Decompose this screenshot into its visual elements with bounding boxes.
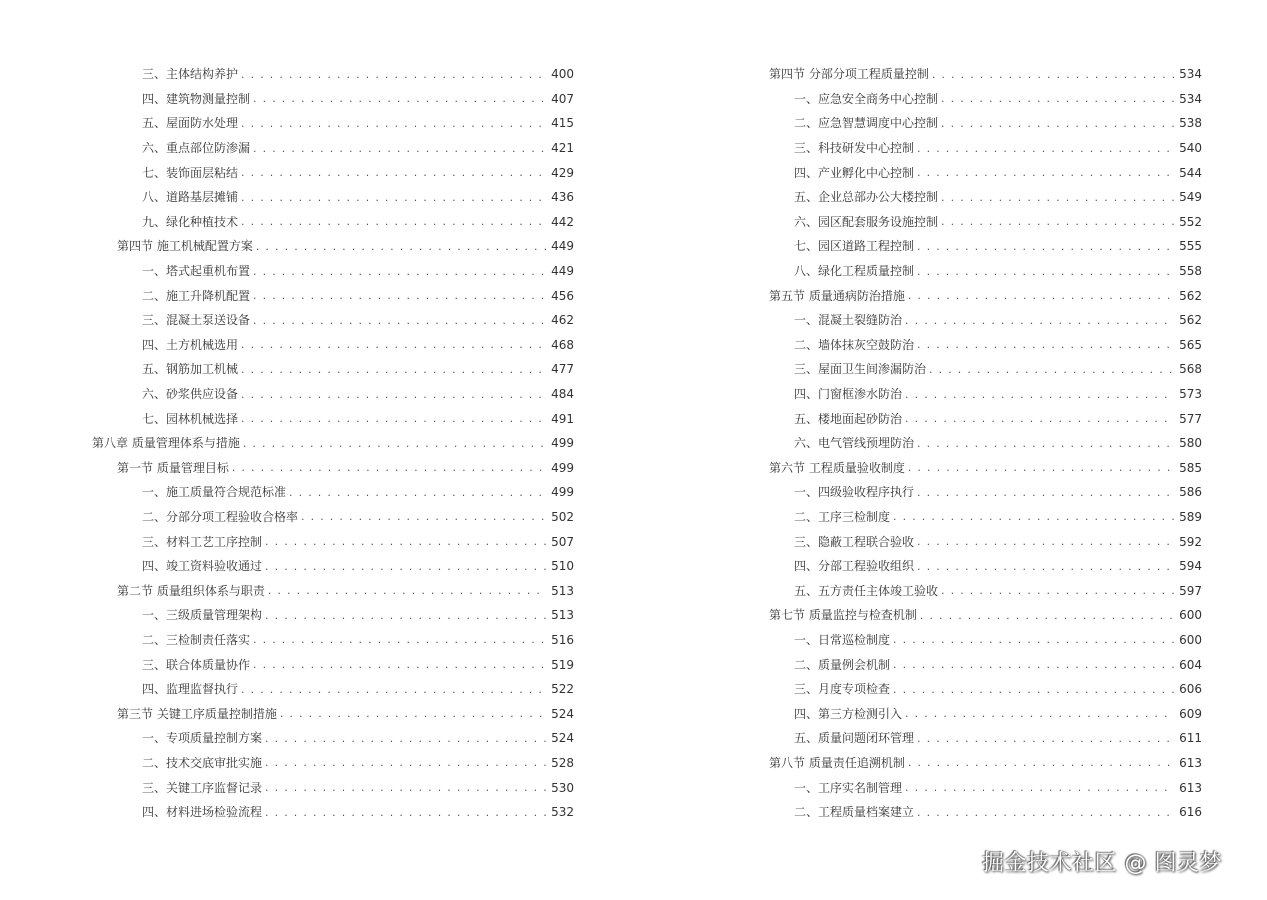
toc-dot-leader	[905, 315, 1174, 326]
toc-dot-leader	[253, 290, 546, 301]
toc-dot-leader	[253, 634, 546, 645]
toc-entry-page-number: 592	[1179, 534, 1202, 549]
toc-entry-title: 三、联合体质量协作	[142, 657, 251, 672]
toc-entry-title: 第二节 质量组织体系与职责	[117, 583, 265, 598]
toc-entry-title: 第八节 质量责任追溯机制	[769, 755, 905, 770]
toc-dot-leader	[893, 634, 1174, 645]
toc-dot-leader	[917, 733, 1174, 744]
toc-entry	[744, 308, 1202, 333]
toc-dot-leader	[908, 757, 1174, 768]
toc-entry-page-number: 510	[551, 559, 574, 574]
toc-entry-title: 第六节 工程质量验收制度	[769, 460, 905, 475]
toc-dot-leader	[917, 266, 1174, 277]
toc-entry-title: 八、道路基层摊铺	[142, 190, 239, 205]
toc-entry-title: 四、建筑物测量控制	[142, 91, 251, 106]
toc-dot-leader	[941, 93, 1174, 104]
toc-entry-page-number: 524	[551, 706, 574, 721]
toc-entry-title: 七、园林机械选择	[142, 411, 239, 426]
toc-entry-title: 五、质量问题闭环管理	[794, 731, 915, 746]
toc-entry-title: 二、工程质量档案建立	[794, 805, 915, 820]
toc-entry	[744, 529, 1202, 554]
toc-entry-title: 五、屋面防水处理	[142, 116, 239, 131]
toc-dot-leader	[243, 438, 546, 449]
toc-dot-leader	[241, 118, 546, 129]
toc-entry	[744, 628, 1202, 653]
toc-entry-page-number: 462	[551, 313, 574, 328]
toc-dot-leader	[268, 585, 546, 596]
toc-dot-leader	[253, 315, 546, 326]
toc-entry-page-number: 499	[551, 460, 574, 475]
toc-entry-page-number: 524	[551, 731, 574, 746]
toc-entry-title: 二、三检制责任落实	[142, 632, 251, 647]
toc-entry	[744, 431, 1202, 456]
toc-entry-page-number: 611	[1179, 731, 1202, 746]
toc-dot-leader	[893, 511, 1174, 522]
toc-entry-page-number: 616	[1179, 805, 1202, 820]
toc-entry-title: 第四节 施工机械配置方案	[117, 239, 253, 254]
toc-dot-leader	[265, 610, 546, 621]
toc-entry	[92, 505, 574, 530]
toc-entry	[744, 136, 1202, 161]
toc-entry-page-number: 449	[551, 239, 574, 254]
toc-entry-page-number: 516	[551, 632, 574, 647]
toc-entry-page-number: 534	[1179, 67, 1202, 82]
toc-entry-title: 六、重点部位防渗漏	[142, 141, 251, 156]
toc-entry	[92, 382, 574, 407]
toc-entry-page-number: 597	[1179, 583, 1202, 598]
toc-entry	[92, 283, 574, 308]
toc-entry-page-number: 456	[551, 288, 574, 303]
toc-entry-title: 三、月度专项检查	[794, 682, 891, 697]
toc-entry	[744, 333, 1202, 358]
toc-entry-title: 三、关键工序监督记录	[142, 780, 263, 795]
toc-entry	[744, 259, 1202, 284]
toc-entry	[744, 652, 1202, 677]
toc-entry	[92, 308, 574, 333]
toc-entry-page-number: 577	[1179, 411, 1202, 426]
toc-dot-leader	[929, 364, 1174, 375]
toc-dot-leader	[908, 462, 1174, 473]
toc-entry-title: 第七节 质量监控与检查机制	[769, 608, 917, 623]
toc-entry-page-number: 586	[1179, 485, 1202, 500]
toc-entry	[744, 283, 1202, 308]
toc-dot-leader	[241, 69, 546, 80]
toc-dot-leader	[280, 708, 546, 719]
toc-dot-leader	[917, 241, 1174, 252]
toc-left-page	[92, 62, 574, 824]
toc-entry	[92, 160, 574, 185]
toc-dot-leader	[905, 413, 1174, 424]
toc-entry-page-number: 594	[1179, 559, 1202, 574]
toc-dot-leader	[893, 659, 1174, 670]
toc-entry-title: 四、竣工资料验收通过	[142, 559, 263, 574]
toc-entry	[92, 234, 574, 259]
toc-entry-page-number: 400	[551, 67, 574, 82]
toc-entry	[744, 726, 1202, 751]
toc-entry-page-number: 484	[551, 387, 574, 402]
toc-entry-title: 五、五方责任主体竣工验收	[794, 583, 939, 598]
toc-entry-title: 二、应急智慧调度中心控制	[794, 116, 939, 131]
toc-entry	[744, 210, 1202, 235]
toc-entry-page-number: 502	[551, 509, 574, 524]
toc-entry-title: 六、园区配套服务设施控制	[794, 214, 939, 229]
toc-entry-title: 七、园区道路工程控制	[794, 239, 915, 254]
toc-entry-page-number: 429	[551, 165, 574, 180]
toc-entry-page-number: 449	[551, 264, 574, 279]
toc-dot-leader	[917, 561, 1174, 572]
toc-entry-page-number: 407	[551, 91, 574, 106]
toc-right-page	[744, 62, 1202, 824]
toc-entry	[744, 578, 1202, 603]
toc-entry-page-number: 600	[1179, 608, 1202, 623]
toc-entry-title: 一、塔式起重机布置	[142, 264, 251, 279]
toc-entry-page-number: 609	[1179, 706, 1202, 721]
toc-entry	[92, 726, 574, 751]
toc-entry-page-number: 585	[1179, 460, 1202, 475]
toc-entry-title: 一、四级验收程序执行	[794, 485, 915, 500]
toc-dot-leader	[905, 708, 1174, 719]
toc-entry-page-number: 522	[551, 682, 574, 697]
toc-entry	[744, 554, 1202, 579]
toc-entry-title: 一、工序实名制管理	[794, 780, 903, 795]
toc-entry-page-number: 604	[1179, 657, 1202, 672]
toc-entry	[92, 210, 574, 235]
toc-dot-leader	[905, 389, 1174, 400]
toc-dot-leader	[941, 118, 1174, 129]
toc-entry	[92, 800, 574, 825]
toc-entry-title: 二、分部分项工程验收合格率	[142, 509, 299, 524]
toc-entry-page-number: 568	[1179, 362, 1202, 377]
toc-entry-page-number: 613	[1179, 755, 1202, 770]
toc-dot-leader	[917, 807, 1174, 818]
toc-entry-title: 一、施工质量符合规范标准	[142, 485, 287, 500]
toc-entry	[92, 333, 574, 358]
toc-dot-leader	[289, 487, 546, 498]
toc-entry-title: 第一节 质量管理目标	[117, 460, 229, 475]
toc-dot-leader	[905, 782, 1174, 793]
toc-entry	[92, 775, 574, 800]
toc-entry-title: 五、钢筋加工机械	[142, 362, 239, 377]
toc-entry-page-number: 580	[1179, 436, 1202, 451]
toc-entry-page-number: 565	[1179, 337, 1202, 352]
toc-entry-title: 一、三级质量管理架构	[142, 608, 263, 623]
toc-entry-title: 三、隐蔽工程联合验收	[794, 534, 915, 549]
toc-entry	[744, 111, 1202, 136]
toc-entry-page-number: 442	[551, 214, 574, 229]
toc-entry	[92, 677, 574, 702]
toc-dot-leader	[265, 807, 546, 818]
toc-dot-leader	[265, 536, 546, 547]
toc-entry-page-number: 538	[1179, 116, 1202, 131]
toc-entry	[744, 234, 1202, 259]
toc-entry-title: 五、企业总部办公大楼控制	[794, 190, 939, 205]
toc-entry	[92, 751, 574, 776]
toc-entry-page-number: 499	[551, 436, 574, 451]
toc-entry-page-number: 421	[551, 141, 574, 156]
toc-entry-page-number: 540	[1179, 141, 1202, 156]
toc-entry-title: 二、施工升降机配置	[142, 288, 251, 303]
toc-dot-leader	[253, 659, 546, 670]
toc-dot-leader	[265, 561, 546, 572]
toc-entry-page-number: 532	[551, 805, 574, 820]
toc-entry-title: 四、产业孵化中心控制	[794, 165, 915, 180]
toc-entry	[92, 111, 574, 136]
toc-entry-title: 三、主体结构养护	[142, 67, 239, 82]
toc-dot-leader	[241, 389, 546, 400]
toc-entry	[92, 431, 574, 456]
toc-entry-title: 第八章 质量管理体系与措施	[92, 436, 240, 451]
toc-dot-leader	[241, 413, 546, 424]
toc-entry-page-number: 519	[551, 657, 574, 672]
toc-dot-leader	[241, 167, 546, 178]
toc-entry-title: 四、门窗框渗水防治	[794, 387, 903, 402]
toc-entry-title: 一、混凝土裂缝防治	[794, 313, 903, 328]
toc-entry	[744, 160, 1202, 185]
toc-entry-title: 一、应急安全商务中心控制	[794, 91, 939, 106]
toc-entry-page-number: 436	[551, 190, 574, 205]
toc-entry-page-number: 562	[1179, 313, 1202, 328]
toc-dot-leader	[941, 216, 1174, 227]
toc-entry	[92, 529, 574, 554]
toc-dot-leader	[241, 364, 546, 375]
toc-entry-page-number: 544	[1179, 165, 1202, 180]
toc-entry	[744, 456, 1202, 481]
toc-entry-title: 六、电气管线预埋防治	[794, 436, 915, 451]
toc-entry-title: 四、土方机械选用	[142, 337, 239, 352]
toc-dot-leader	[265, 733, 546, 744]
toc-entry-page-number: 415	[551, 116, 574, 131]
toc-entry-title: 八、绿化工程质量控制	[794, 264, 915, 279]
toc-dot-leader	[893, 684, 1174, 695]
toc-entry-title: 一、专项质量控制方案	[142, 731, 263, 746]
toc-entry-title: 六、砂浆供应设备	[142, 387, 239, 402]
toc-dot-leader	[917, 143, 1174, 154]
toc-entry-title: 三、混凝土泵送设备	[142, 313, 251, 328]
toc-entry-title: 四、材料进场检验流程	[142, 805, 263, 820]
toc-dot-leader	[265, 757, 546, 768]
toc-entry	[744, 751, 1202, 776]
toc-dot-leader	[917, 536, 1174, 547]
toc-entry	[92, 701, 574, 726]
toc-dot-leader	[241, 684, 546, 695]
toc-entry	[744, 382, 1202, 407]
toc-entry-page-number: 589	[1179, 509, 1202, 524]
toc-entry-page-number: 477	[551, 362, 574, 377]
toc-entry-title: 一、日常巡检制度	[794, 632, 891, 647]
toc-entry-page-number: 528	[551, 755, 574, 770]
toc-entry-page-number: 606	[1179, 682, 1202, 697]
toc-dot-leader	[941, 585, 1174, 596]
toc-entry-title: 四、监理监督执行	[142, 682, 239, 697]
toc-entry-page-number: 562	[1179, 288, 1202, 303]
toc-entry	[92, 62, 574, 87]
toc-entry-page-number: 552	[1179, 214, 1202, 229]
toc-dot-leader	[917, 339, 1174, 350]
toc-entry	[92, 628, 574, 653]
toc-entry-title: 三、材料工艺工序控制	[142, 534, 263, 549]
toc-entry	[744, 505, 1202, 530]
toc-entry	[744, 603, 1202, 628]
toc-entry-title: 三、屋面卫生间渗漏防治	[794, 362, 927, 377]
toc-entry	[92, 480, 574, 505]
toc-entry	[92, 578, 574, 603]
toc-dot-leader	[301, 511, 546, 522]
toc-entry-title: 四、第三方检测引入	[794, 706, 903, 721]
toc-entry	[92, 406, 574, 431]
toc-dot-leader	[920, 610, 1174, 621]
toc-entry-title: 四、分部工程验收组织	[794, 559, 915, 574]
toc-entry	[92, 259, 574, 284]
toc-entry-page-number: 573	[1179, 387, 1202, 402]
toc-entry	[92, 87, 574, 112]
toc-entry	[744, 800, 1202, 825]
toc-entry-page-number: 549	[1179, 190, 1202, 205]
toc-entry-page-number: 513	[551, 583, 574, 598]
toc-dot-leader	[917, 438, 1174, 449]
toc-dot-leader	[241, 192, 546, 203]
toc-dot-leader	[908, 290, 1174, 301]
toc-dot-leader	[241, 339, 546, 350]
toc-entry-title: 二、技术交底审批实施	[142, 755, 263, 770]
toc-entry-page-number: 513	[551, 608, 574, 623]
toc-entry	[744, 775, 1202, 800]
toc-entry	[92, 652, 574, 677]
toc-entry	[744, 677, 1202, 702]
watermark-text: 掘金技术社区 @ 图灵梦	[982, 851, 1222, 876]
toc-entry-page-number: 530	[551, 780, 574, 795]
toc-entry	[92, 136, 574, 161]
toc-entry	[92, 603, 574, 628]
toc-entry-title: 九、绿化种植技术	[142, 214, 239, 229]
toc-entry-title: 七、装饰面层粘结	[142, 165, 239, 180]
toc-entry-title: 二、墙体抹灰空鼓防治	[794, 337, 915, 352]
toc-dot-leader	[253, 143, 546, 154]
toc-entry-page-number: 499	[551, 485, 574, 500]
toc-entry-title: 三、科技研发中心控制	[794, 141, 915, 156]
toc-entry	[744, 87, 1202, 112]
toc-entry	[744, 406, 1202, 431]
toc-dot-leader	[265, 782, 546, 793]
toc-dot-leader	[253, 93, 546, 104]
toc-entry-page-number: 555	[1179, 239, 1202, 254]
toc-entry-title: 二、工序三检制度	[794, 509, 891, 524]
toc-dot-leader	[241, 216, 546, 227]
toc-entry	[92, 185, 574, 210]
toc-dot-leader	[232, 462, 546, 473]
toc-entry	[744, 357, 1202, 382]
toc-entry-page-number: 613	[1179, 780, 1202, 795]
toc-entry-page-number: 600	[1179, 632, 1202, 647]
toc-entry-page-number: 507	[551, 534, 574, 549]
toc-entry-title: 第三节 关键工序质量控制措施	[117, 706, 277, 721]
toc-entry	[744, 185, 1202, 210]
toc-dot-leader	[256, 241, 546, 252]
toc-dot-leader	[253, 266, 546, 277]
toc-entry-page-number: 468	[551, 337, 574, 352]
toc-entry	[744, 480, 1202, 505]
toc-entry	[744, 62, 1202, 87]
toc-entry-title: 五、楼地面起砂防治	[794, 411, 903, 426]
toc-dot-leader	[917, 487, 1174, 498]
toc-entry-page-number: 558	[1179, 264, 1202, 279]
toc-entry-title: 第五节 质量通病防治措施	[769, 288, 905, 303]
toc-dot-leader	[932, 69, 1174, 80]
toc-entry	[744, 701, 1202, 726]
toc-dot-leader	[941, 192, 1174, 203]
toc-entry-title: 二、质量例会机制	[794, 657, 891, 672]
toc-entry	[92, 456, 574, 481]
toc-entry-title: 第四节 分部分项工程质量控制	[769, 67, 929, 82]
toc-entry	[92, 357, 574, 382]
toc-dot-leader	[917, 167, 1174, 178]
toc-entry-page-number: 534	[1179, 91, 1202, 106]
toc-entry-page-number: 491	[551, 411, 574, 426]
toc-entry	[92, 554, 574, 579]
